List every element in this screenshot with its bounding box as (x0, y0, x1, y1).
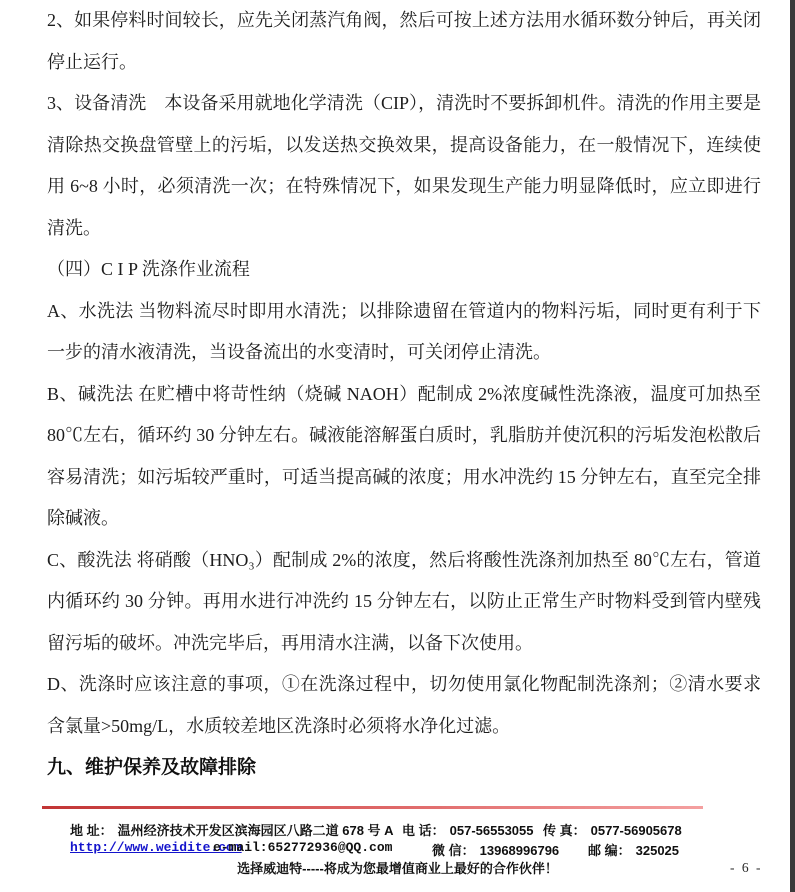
document-body (47, 0, 761, 789)
footer-wechat-value: 13968996796 (479, 843, 560, 858)
paragraph-cip-process-title: （四）C I P 洗涤作业流程 (47, 259, 250, 279)
footer-fax-value: 0577-56905678 (590, 823, 682, 838)
footer-divider-line (42, 806, 703, 809)
section-heading-maintenance: 九、维护保养及故障排除 (47, 757, 257, 778)
footer-phone-label: 电 话： (402, 823, 445, 838)
footer-phone (402, 820, 533, 839)
footer-postcode (588, 840, 679, 859)
paragraph-wash-precautions: D、洗涤时应该注意的事项，①在洗涤过程中，切勿使用氯化物配制洗涤剂；②清水要求含氯量>50mg/L，水质较差地区洗涤时必须将水净化过滤。 (47, 674, 761, 736)
paragraph-shutdown-procedure: 2、如果停料时间较长，应先关闭蒸汽角阀，然后可按上述方法用水循环数分钟后，再关闭停止运行。 (47, 10, 761, 72)
footer-email: e-mail:652772936@QQ.com (213, 840, 393, 855)
footer-address (70, 820, 394, 839)
footer-fax-label: 传 真： (543, 823, 586, 838)
page-number: - 6 - (730, 860, 763, 875)
paragraph-acid-wash: C、酸洗法 将硝酸（HNO₃）配制成 2%的浓度，然后将酸性洗涤剂加热至 80℃左右，管道内循环约 30 分钟。再用水进行冲洗约 15 分钟左右，以防止正常生产时物料受到管内壁残留污垢的破坏。冲洗完毕后，再用清水注满，以备下次使用。 (47, 549, 761, 653)
footer-tagline: 选择威迪特-----将成为您最增值商业上最好的合作伙伴！ (237, 861, 558, 876)
footer-wechat (432, 840, 559, 859)
viewer-edge-strip (790, 0, 795, 892)
footer-fax (543, 820, 682, 839)
footer-wechat-label: 微 信： (432, 843, 475, 858)
footer-postcode-label: 邮 编： (588, 843, 631, 858)
footer-postcode-value: 325025 (635, 843, 680, 858)
paragraph-equipment-cleaning: 3、设备清洗 本设备采用就地化学清洗（CIP），清洗时不要拆卸机件。清洗的作用主要是清除热交换盘管壁上的污垢，以发送热交换效果，提高设备能力，在一般情况下，连续使用 6~8 小时，必须清洗一次；在特殊情况下，如果发现生产能力明显降低时，应立即进行清洗。 (47, 93, 761, 238)
footer-address-value: 温州经济技术开发区滨海园区八路二道 678 号 A (117, 823, 394, 838)
paragraph-alkali-wash: B、碱洗法 在贮槽中将苛性纳（烧碱 NAOH）配制成 2%浓度碱性洗涤液，温度可加热至 80℃左右，循环约 30 分钟左右。碱液能溶解蛋白质时，乳脂肪并使沉积的污垢发泡松散后容易清洗；如污垢较严重时，可适当提高碱的浓度；用水冲洗约 15 分钟左右，直至完全排除碱液。 (47, 383, 761, 528)
footer-website-link[interactable]: http://www.weidite.com (70, 840, 242, 855)
paragraph-water-wash: A、水洗法 当物料流尽时即用水清洗；以排除遗留在管道内的物料污垢，同时更有利于下一步的清水液清洗，当设备流出的水变清时，可关闭停止清洗。 (47, 300, 761, 362)
footer-address-label: 地 址： (70, 823, 113, 838)
footer-phone-value: 057-56553055 (449, 823, 534, 838)
page-footer (0, 815, 795, 892)
